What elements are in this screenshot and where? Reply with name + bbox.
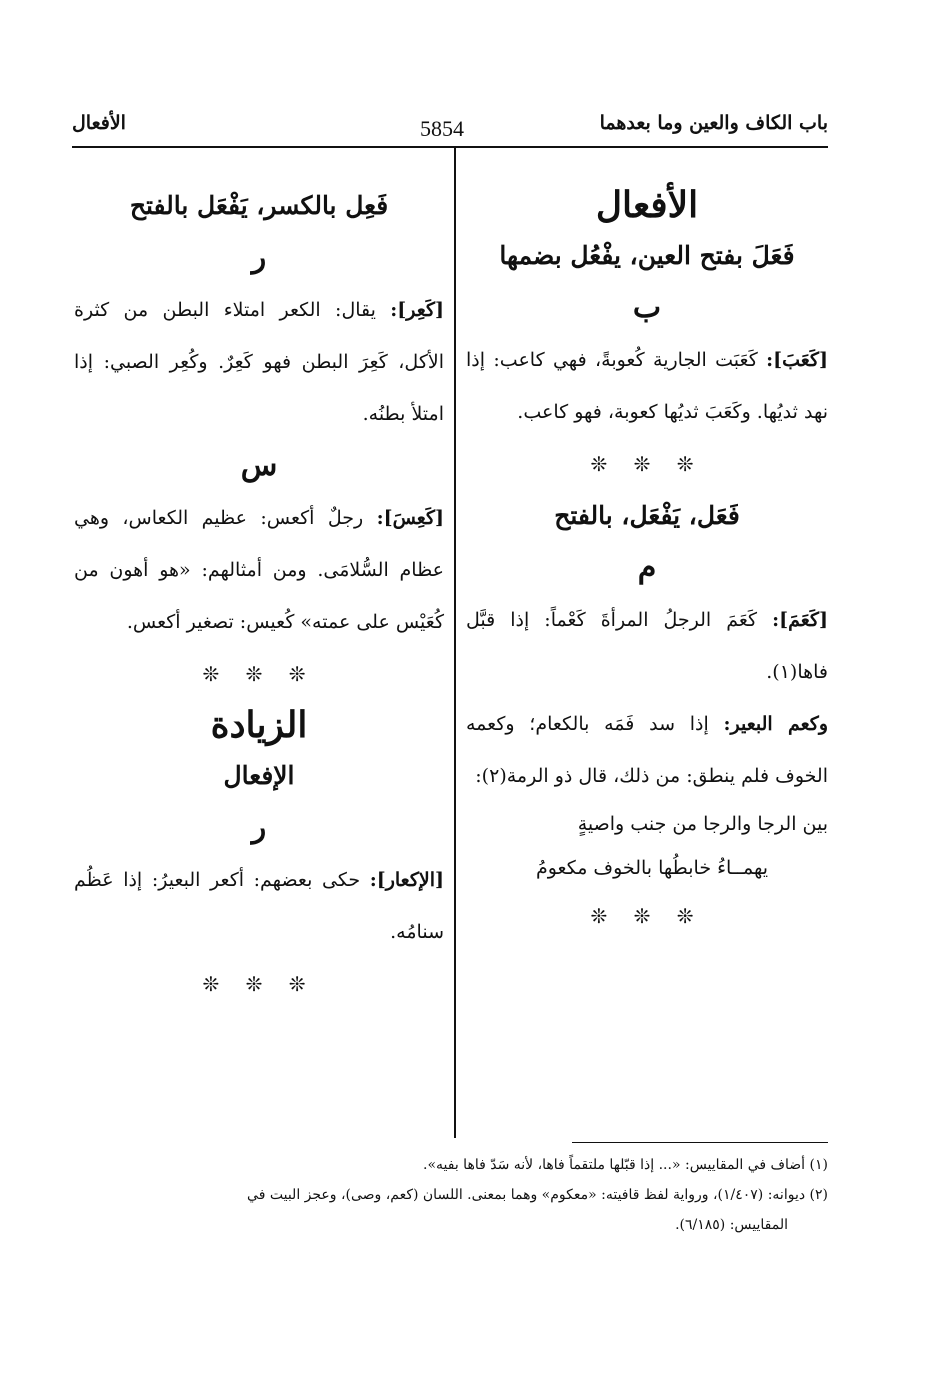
column-divider	[454, 148, 456, 1138]
verse-hemistich-second: يهمــاءُ خابطُها بالخوف مكعومُ	[535, 857, 768, 879]
dictionary-entry	[74, 492, 444, 648]
footnote-2: (٢) ديوانه: (١/٤٠٧)، ورواية لفظ قافيته: «معكوم» وهما بمعنى. اللسان (كعم، وصى)، وعجز البيت في	[247, 1187, 828, 1203]
section-title: الزيادة	[210, 704, 308, 746]
section-separator: ❊ ❊ ❊	[590, 904, 704, 928]
entry-text: حكى بعضهم: أكعر البعيرُ: إذا عَظُم سنامُه.	[74, 869, 444, 943]
dictionary-entry	[466, 334, 828, 438]
footnote-2-continuation: المقاييس: (٦/١٨٥).	[675, 1217, 788, 1233]
footnotes	[80, 1150, 828, 1240]
section-separator: ❊ ❊ ❊	[202, 662, 316, 686]
entry-term: [كَعِسَ]:	[376, 507, 444, 529]
entry-term: [كَعَمَ]:	[772, 609, 828, 631]
verb-pattern-heading: فَعَلَ بفتح العين، يفْعُل بضمها	[499, 241, 795, 270]
entry-text: يقال: الكعر امتلاء البطن من كثرة الأكل، كَعِرَ البطن فهو كَعِرٌ. وكُعِر الصبي: إذا امتلأ بطنُه.	[74, 299, 444, 425]
footnote-rule	[572, 1142, 828, 1143]
entry-text: كَعَمَ الرجلُ المرأةَ كَعْماً: إذا قبَّل فاها(١).	[466, 609, 828, 683]
dictionary-entry	[74, 854, 444, 958]
entry-term: وكعم البعير:	[723, 713, 828, 735]
entry-text: رجلٌ أكعس: عظيم الكعاس، وهي عظام السُّلامَى. ومن أمثالهم: «هو أهون من كُعَيْس على عمته» كُعيس: تصغير أكعس.	[74, 507, 444, 633]
section-separator: ❊ ❊ ❊	[590, 452, 704, 476]
page-number: 5854	[420, 116, 464, 141]
verb-pattern-heading: فَعِل بالكسر، يَفْعَل بالفتح	[129, 191, 389, 220]
entry-term: [الإكعار]:	[369, 869, 444, 891]
entry-term: [كَعَبَ]:	[766, 349, 828, 371]
dictionary-entry	[74, 284, 444, 440]
entry-text: كَعَبَت الجارية كُعوبةً، فهي كاعب: إذا نهد ثديُها. وكَعَبَ ثديُها كعوبة، فهو كاعب.	[466, 349, 828, 423]
left-column	[74, 180, 444, 1010]
verb-pattern-heading: فَعَل، يَفْعَل، بالفتح	[554, 501, 740, 530]
root-letter: ب	[632, 290, 662, 325]
root-letter: ر	[251, 810, 267, 845]
root-letter: س	[240, 448, 278, 483]
footnote-1: (١) أضاف في المقاييس: «... إذا قبّلها ملتقماً فاها، لأنه سَدّ فاها بفيه».	[423, 1157, 828, 1173]
dictionary-entry	[466, 698, 828, 802]
running-header-section: الأفعال	[72, 112, 126, 134]
entry-term: [كَعِر]:	[390, 299, 444, 321]
verse-hemistich-first: بين الرجا والرجا من جنب واصيةٍ	[577, 813, 828, 835]
header-rule	[72, 146, 828, 148]
root-letter: ر	[251, 240, 267, 275]
entry-text: إذا سد فَمَه بالكعام؛ وكعمه الخوف فلم ينطق: من ذلك، قال ذو الرمة(٢):	[466, 713, 828, 787]
right-column	[466, 180, 828, 942]
root-letter: م	[637, 550, 657, 585]
poetry-verse	[466, 802, 828, 890]
dictionary-entry	[466, 594, 828, 698]
section-separator: ❊ ❊ ❊	[202, 972, 316, 996]
verb-pattern-heading: الإفعال	[223, 761, 295, 790]
section-title: الأفعال	[595, 184, 699, 226]
running-header-chapter: باب الكاف والعين وما بعدهما	[599, 112, 828, 134]
